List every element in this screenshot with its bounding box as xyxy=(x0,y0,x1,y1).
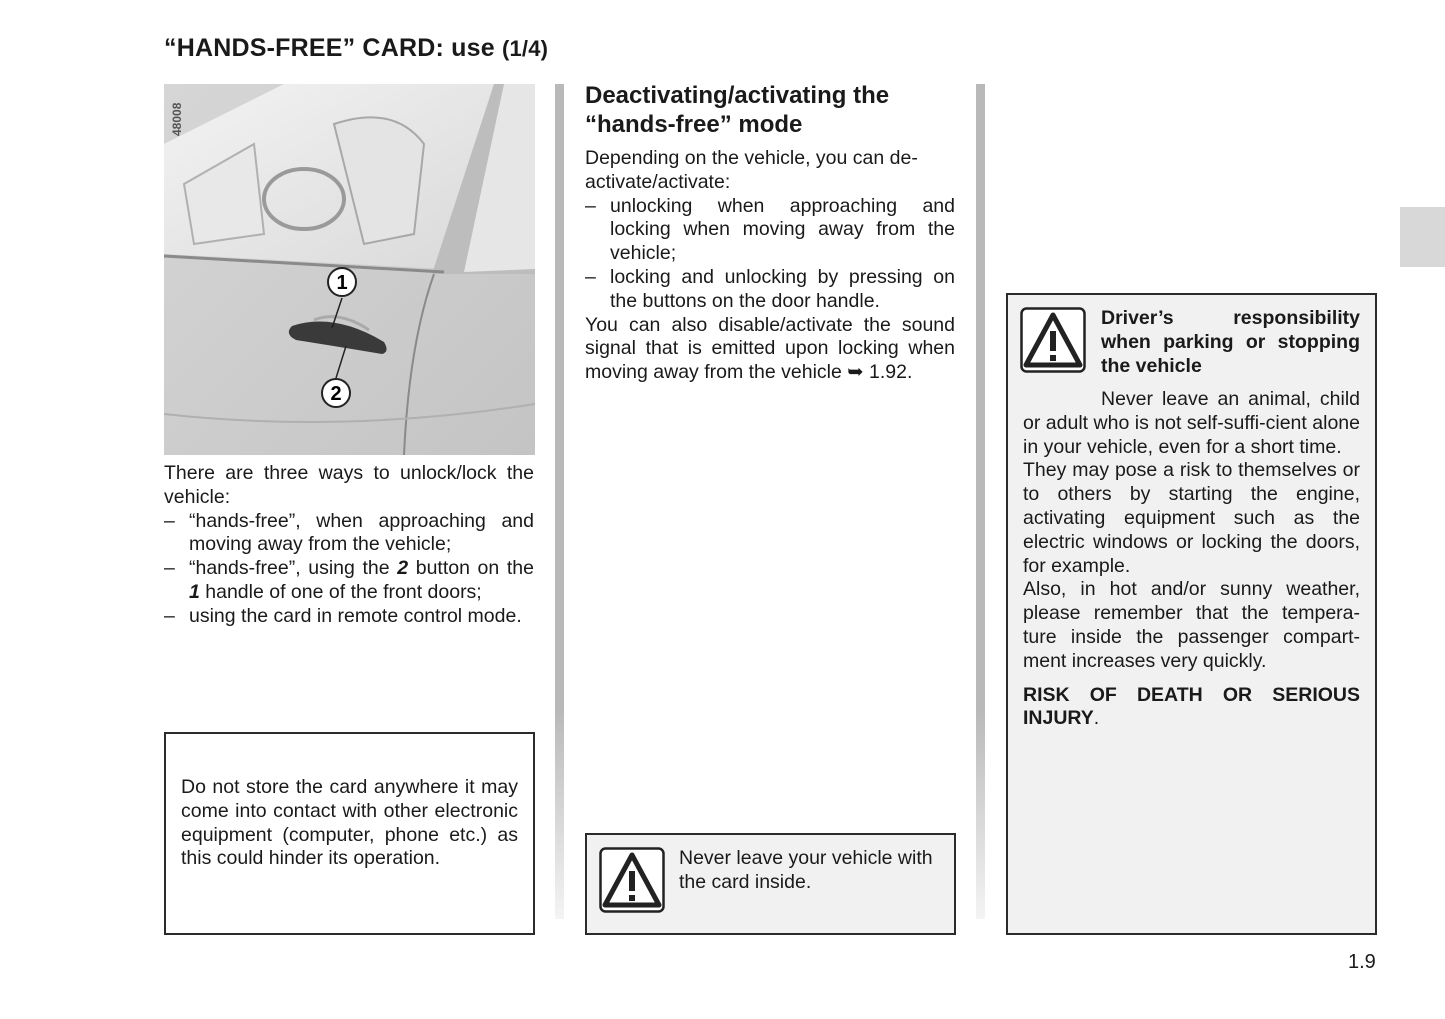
warning-triangle-icon xyxy=(1020,307,1086,373)
responsibility-p2: They may pose a risk to themselves or to others by starting the engine, activating equipment such as the electric windows or locking the doors, for example. xyxy=(1023,459,1360,577)
note-card-storage-text: Do not store the card anywhere it may come into contact with other electronic equipment (computer, phone etc.) as this could hinder its operation. xyxy=(181,776,518,870)
responsibility-p4 xyxy=(1023,684,1360,732)
warning-driver-responsibility xyxy=(1006,293,1377,935)
sound-signal-paragraph: You can also disable/activate the sound signal that is emitted upon locking when moving away from the vehicle ➥ 1.92. xyxy=(585,313,955,384)
method-item-2-text-b: button on the xyxy=(408,557,534,580)
warning-card-inside-text: Never leave your vehicle with the card inside. xyxy=(679,847,933,893)
callout-1: 1 xyxy=(336,272,348,294)
note-card-storage xyxy=(164,732,535,935)
responsibility-text xyxy=(1023,388,1360,731)
deactivate-item-1: – unlocking when approaching and locking when moving away from the vehicle; xyxy=(585,195,955,266)
middle-column-text xyxy=(585,82,955,385)
page-title xyxy=(164,34,548,63)
deactivate-intro: Depending on the vehicle, you can de-activate/activate: xyxy=(585,147,918,193)
warning-card-inside xyxy=(585,833,956,935)
column-divider-2 xyxy=(976,84,985,919)
section-heading-deactivating: Deactivating/activating the “hands-free” mode xyxy=(585,82,890,138)
risk-warning-end: . xyxy=(1093,707,1100,730)
method-item-2-text-c: handle of one of the front doors; xyxy=(199,580,482,603)
chapter-tab xyxy=(1400,207,1445,267)
method-item-2 xyxy=(164,557,534,605)
left-column-text xyxy=(164,462,534,629)
method-item-2-text-a: “hands-free”, using the xyxy=(189,557,398,580)
figure-code: 48008 xyxy=(170,102,184,136)
deactivate-item-2: – locking and unlocking by pressing on the buttons on the door handle. xyxy=(585,266,955,314)
method-item-1: – “hands-free”, when approaching and moving away from the vehicle; xyxy=(164,510,534,558)
unlock-methods-intro: There are three ways to unlock/lock the vehicle: xyxy=(164,462,534,508)
risk-warning: RISK OF DEATH OR SERIOUS INJURY xyxy=(1023,683,1360,730)
method-item-3: – using the card in remote control mode. xyxy=(164,605,534,629)
warning-triangle-icon xyxy=(599,847,665,913)
door-handle-illustration xyxy=(164,84,535,455)
car-door-drawing xyxy=(164,84,535,455)
callout-2: 2 xyxy=(330,383,342,405)
page-title-part: (1/4) xyxy=(501,36,549,61)
page-title-main: “HANDS-FREE” CARD: use xyxy=(164,34,495,62)
page-number: 1.9 xyxy=(1348,951,1376,973)
responsibility-heading: Driver’s responsibility when parking or stopping the vehicle xyxy=(1101,307,1360,377)
column-divider-1 xyxy=(555,84,564,919)
responsibility-p3: Also, in hot and/or sunny weather, please remember that the tempera-ture inside the passenger compart-ment increases very quickly. xyxy=(1023,578,1360,672)
method-item-2-ref-2: 2 xyxy=(397,557,409,580)
responsibility-p1: Never leave an animal, child or adult who is not self-suffi-cient alone in your vehicle, even for a short time. xyxy=(1023,388,1360,458)
method-item-2-ref-1: 1 xyxy=(189,580,200,603)
